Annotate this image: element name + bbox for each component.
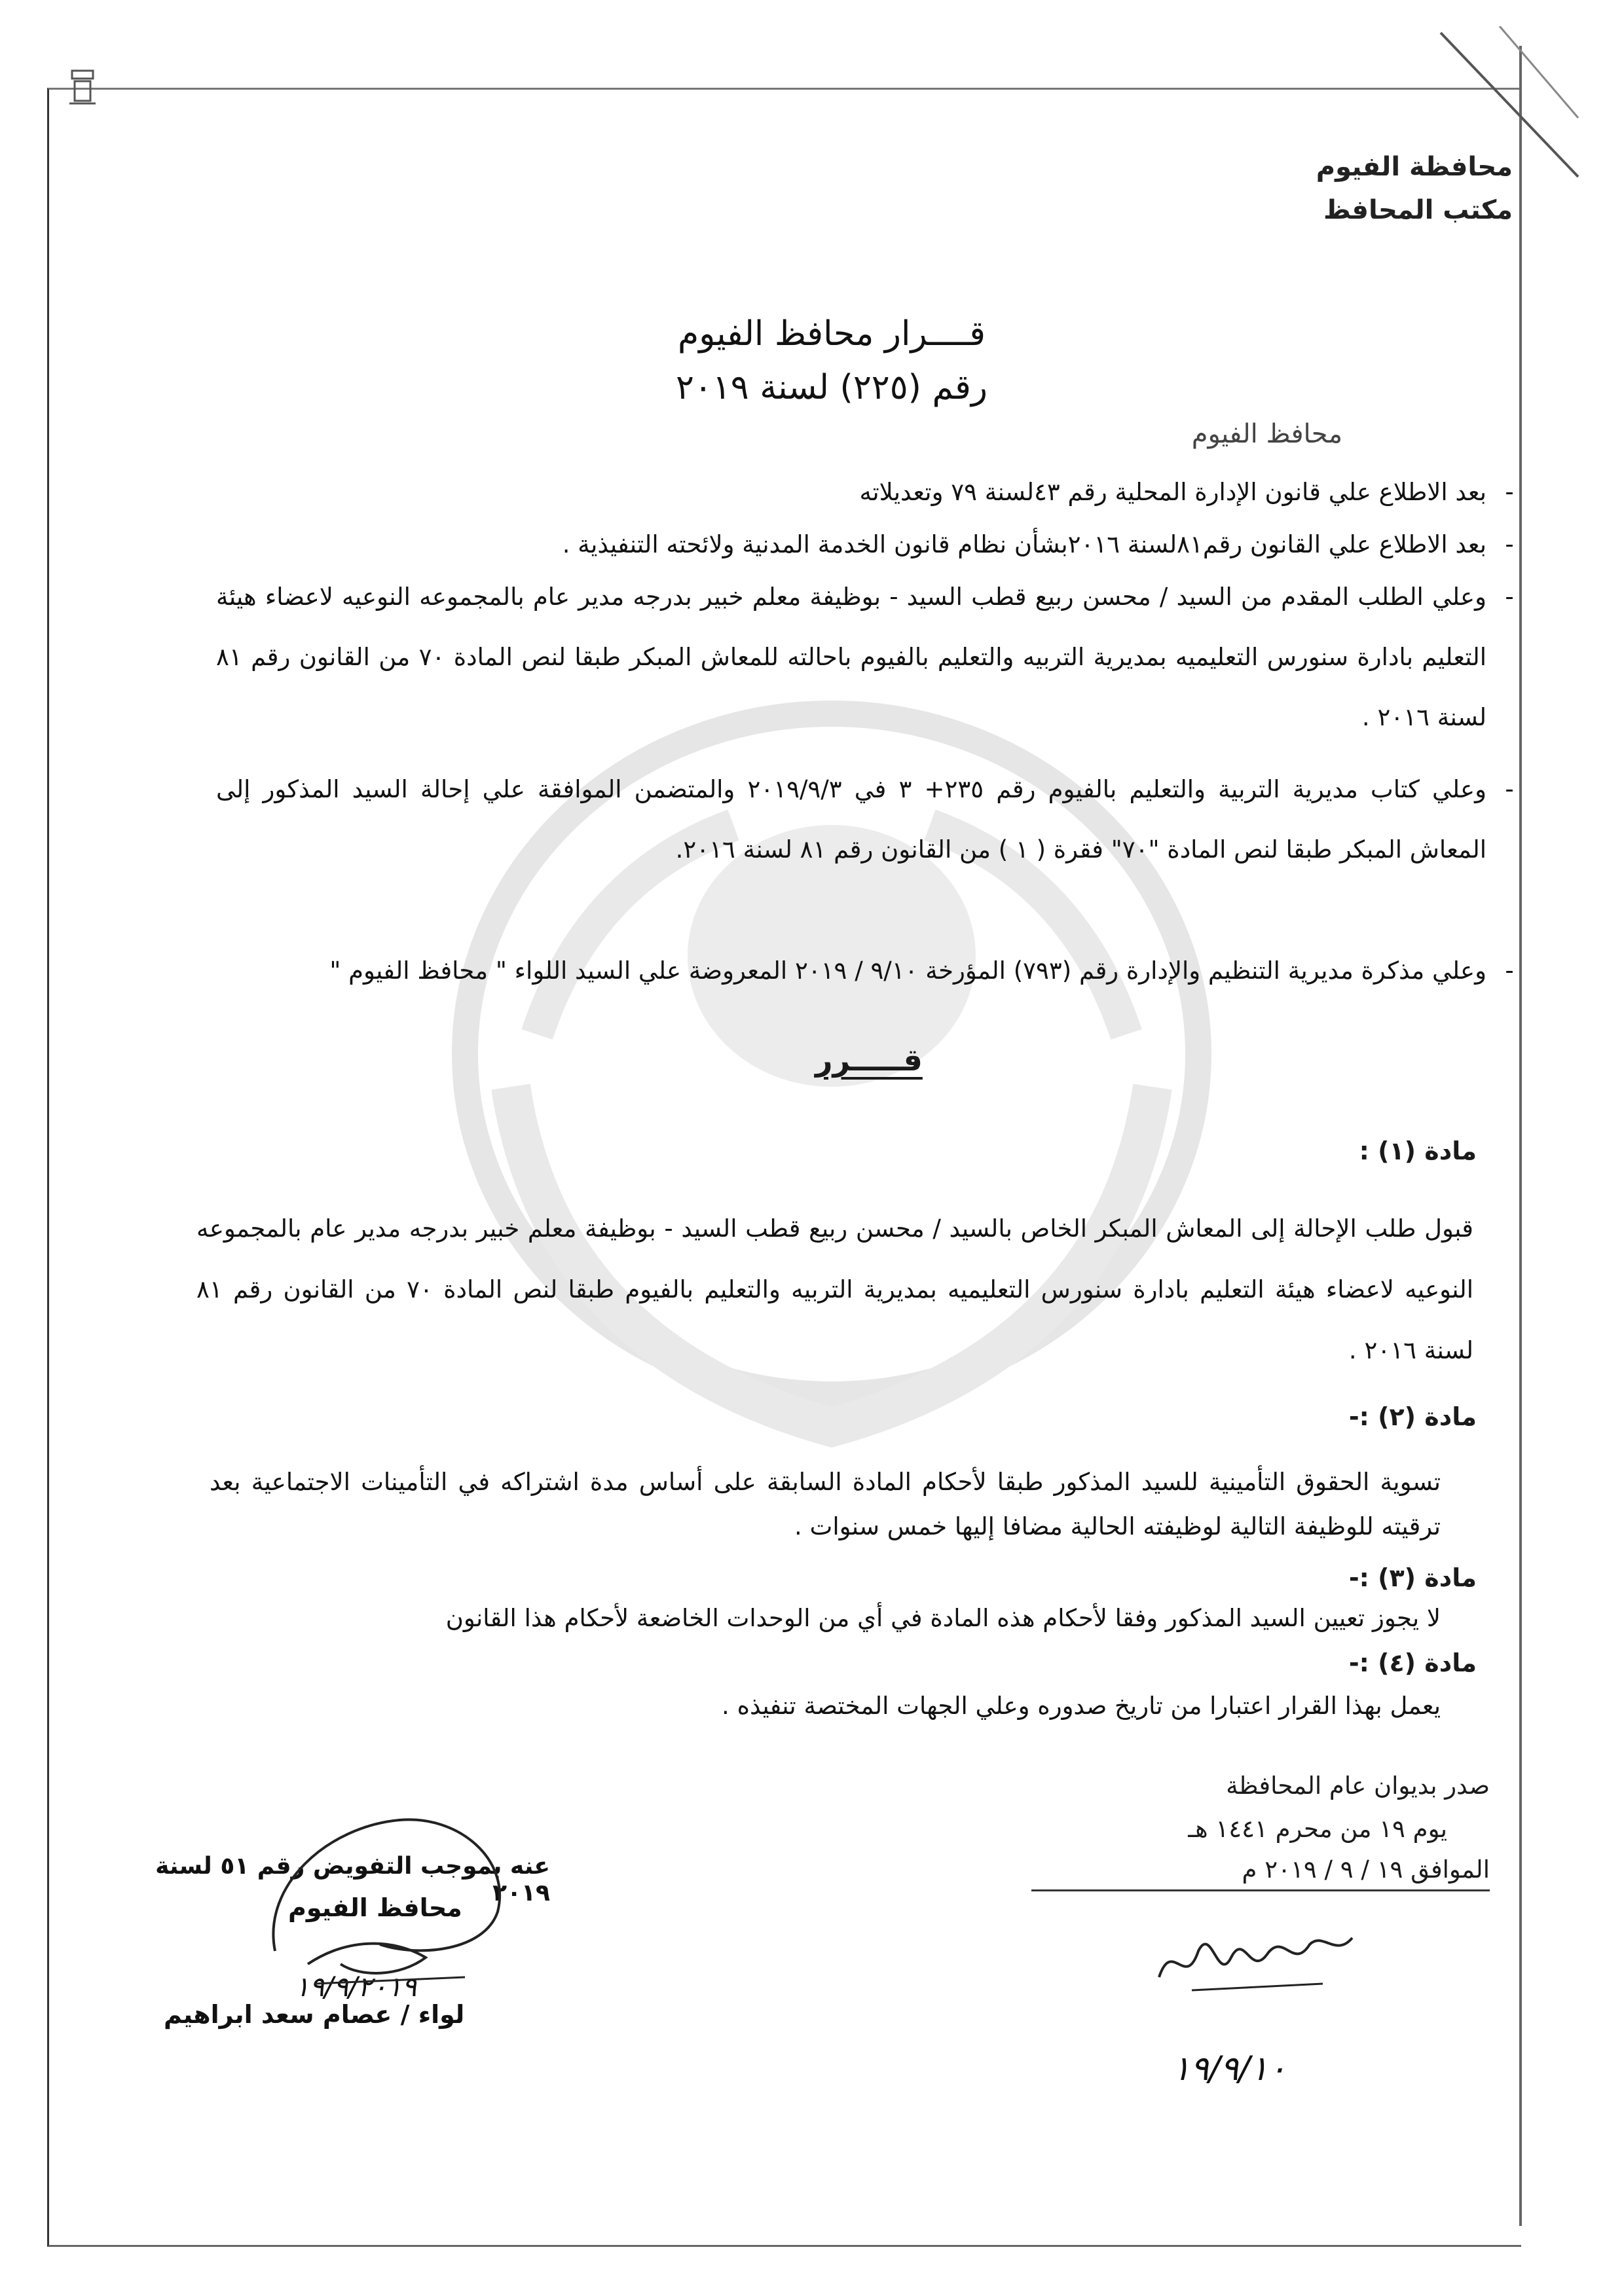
preamble-clause: - وعلي كتاب مديرية التربية والتعليم بالفيوم رقم ٢٣٥+ ٣ في ٢٠١٩/٩/٣ والمتضمن الموافقة علي إحالة السيد المذكور إلى المعاش المبكر طبقا لنص المادة "٧٠" فقرة ( ١ ) من القانون رقم ٨١ لسنة ٢٠١٦. — [216, 775, 1514, 864]
preamble-clause: - بعد الاطلاع علي القانون رقم٨١لسنة ٢٠١٦بشأن نظام قانون الخدمة المدنية ولائحته التنفيذية . — [562, 530, 1514, 558]
delegation-line: عنه بموجب التفويض رقم ٥١ لسنة ٢٠١٩ — [155, 1853, 550, 1906]
article-1-title: مادة (١) : — [1359, 1137, 1477, 1165]
article-3-body: لا يجوز تعيين السيد المذكور وفقا لأحكام هذه المادة في أي من الوحدات الخاضعة لأحكام هذا القانون — [445, 1604, 1441, 1632]
review-date: ١٩/٩/١٠ — [1172, 2049, 1287, 2088]
reviewer-signature — [1153, 1918, 1362, 2003]
article-4-body: يعمل بهذا القرار اعتبارا من تاريخ صدوره وعلي الجهات المختصة تنفيذه . — [722, 1692, 1441, 1720]
issuance-gregorian-date: الموافق ١٩ / ٩ / ٢٠١٩ م — [1242, 1855, 1490, 1884]
emblem-icon — [63, 65, 102, 111]
article-1-body: قبول طلب الإحالة إلى المعاش المبكر الخاص بالسيد / محسن ربيع قطب السيد - بوظيفة معلم خبير بدرجه مدير عام بالمجموعه النوعيه لاعضاء هيئة التعليم بادارة سنورس التعليميه بمديرية التربيه والتعليم بالفيوم طبقا لنص المادة ٧٠ من القانون رقم ٨١ لسنة ٢٠١٦ . — [196, 1214, 1473, 1364]
article-4-title: مادة (٤) :- — [1348, 1649, 1477, 1677]
issuance-hijri-date: يوم ١٩ من محرم ١٤٤١ هـ — [1188, 1815, 1447, 1843]
article-3-title: مادة (٣) :- — [1348, 1563, 1477, 1592]
governor-signature — [249, 1787, 530, 1997]
issuance-place: صدر بديوان عام المحافظة — [1226, 1772, 1490, 1800]
signature-date: ١٩/٩/٢٠١٩ — [295, 1971, 417, 2003]
article-2-title: مادة (٢) :- — [1348, 1402, 1477, 1431]
decree-title: قــــرار محافظ الفيوم — [678, 314, 986, 354]
article-2-body: تسوية الحقوق التأمينية للسيد المذكور طبقا لأحكام المادة السابقة على أساس مدة اشتراكه في التأمينات الاجتماعية بعد ترقيته للوظيفة التالية لوظيفته الحالية مضافا إليها خمس سنوات . — [210, 1468, 1441, 1540]
preamble-clause: - وعلي مذكرة مديرية التنظيم والإدارة رقم (٧٩٣) المؤرخة ٩/١٠ / ٢٠١٩ المعروضة علي السيد اللواء " محافظ الفيوم " — [329, 957, 1514, 985]
preamble-clause: - وعلي الطلب المقدم من السيد / محسن ربيع قطب السيد - بوظيفة معلم خبير بدرجه مدير عام بالمجموعه النوعيه لاعضاء هيئة التعليم بادارة سنورس التعليميه بمديرية التربيه والتعليم بالفيوم باحالته للمعاش المبكر طبقا لنص المادة ٧٠ من القانون رقم ٨١ لسنة ٢٠١٦ . — [216, 583, 1514, 731]
decision-heading: قـــــرر — [815, 1042, 923, 1078]
signatory-name: لواء / عصام سعد ابراهيم — [164, 2000, 465, 2029]
decree-number: رقم (٢٢٥) لسنة ٢٠١٩ — [675, 368, 988, 407]
governorate-header: محافظة الفيوم — [1316, 152, 1513, 182]
preamble-clause: - بعد الاطلاع علي قانون الإدارة المحلية رقم ٤٣لسنة ٧٩ وتعديلاته — [859, 478, 1514, 506]
signatory-role: محافظ الفيوم — [288, 1893, 462, 1922]
page-edge — [1519, 46, 1522, 2226]
date-underline — [1031, 1889, 1490, 1891]
office-header: مكتب المحافظ — [1323, 195, 1513, 225]
issuer-label: محافظ الفيوم — [1191, 419, 1342, 449]
